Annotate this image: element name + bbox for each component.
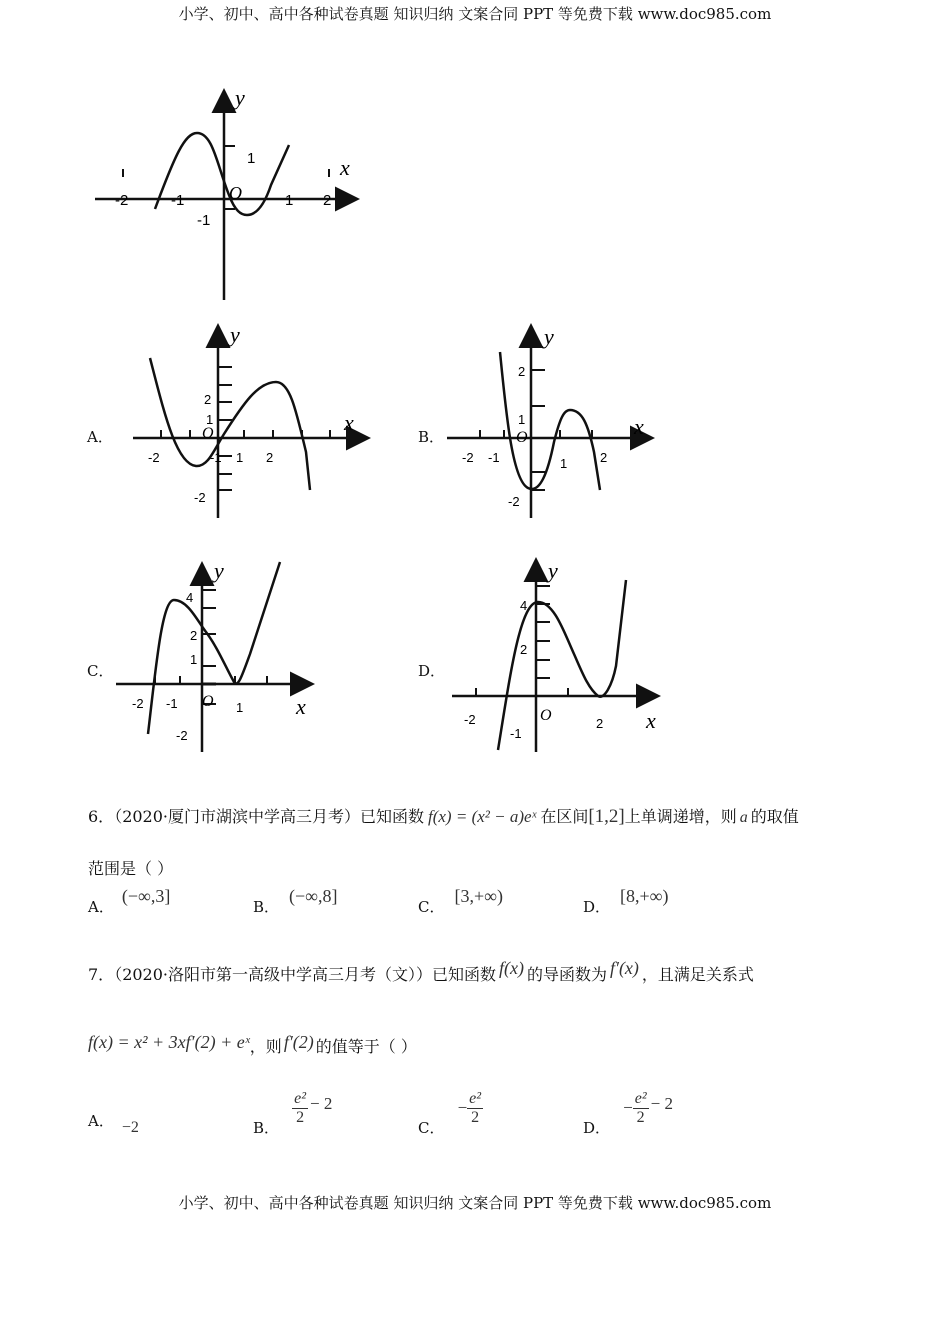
graph-a-label: A． xyxy=(87,428,113,446)
svg-text:-2: -2 xyxy=(132,696,144,711)
svg-text:1: 1 xyxy=(236,450,244,465)
svg-text:2: 2 xyxy=(600,450,608,465)
svg-text:2: 2 xyxy=(323,192,332,209)
q7-option-a[interactable]: A． −2 xyxy=(88,1112,139,1136)
q6-interval: [1,2] xyxy=(588,806,625,827)
svg-text:1: 1 xyxy=(285,192,294,209)
svg-text:O: O xyxy=(540,707,552,724)
q7-option-b[interactable]: B． $\frac{\text{e²}}{2}$ − 2 xyxy=(253,1090,333,1137)
svg-text:-1: -1 xyxy=(166,696,178,711)
page-header: 小学、初中、高中各种试卷真题 知识归纳 文案合同 PPT 等免费下载 www.doc985.com xyxy=(178,5,772,23)
graph-a xyxy=(128,322,378,522)
svg-text:2: 2 xyxy=(596,716,604,731)
svg-text:x: x xyxy=(296,694,306,719)
curve-b xyxy=(500,352,600,490)
svg-text:y: y xyxy=(544,324,554,349)
svg-text:-2: -2 xyxy=(508,494,520,509)
svg-text:1: 1 xyxy=(247,150,256,167)
svg-text:1: 1 xyxy=(190,652,198,667)
svg-text:2: 2 xyxy=(190,628,198,643)
svg-text:y: y xyxy=(548,558,558,583)
main-graph xyxy=(85,85,375,305)
svg-text:-1: -1 xyxy=(197,212,211,229)
svg-text:-2: -2 xyxy=(148,450,160,465)
q6-option-b[interactable]: B．(−∞,8] xyxy=(253,886,338,916)
svg-text:-1: -1 xyxy=(210,450,222,465)
svg-text:-2: -2 xyxy=(464,712,476,727)
svg-text:2: 2 xyxy=(204,392,212,407)
svg-text:-2: -2 xyxy=(194,490,206,505)
curve-a xyxy=(150,358,310,490)
svg-text:-1: -1 xyxy=(488,450,500,465)
question-6: 6．（2020·厦门市湖滨中学高三月考）已知函数 f(x) = (x² − a)eˣ 在区间[1,2]上单调递增，则 a 的取值 xyxy=(88,806,799,827)
q6-option-a[interactable]: A．(−∞,3] xyxy=(88,886,171,916)
svg-text:-1: -1 xyxy=(510,726,522,741)
graph-b-label: B． xyxy=(418,428,445,446)
svg-text:y: y xyxy=(230,322,240,347)
graph-b xyxy=(442,322,672,522)
question-6-line2: 范围是（ ） xyxy=(88,859,174,878)
svg-text:-2: -2 xyxy=(462,450,474,465)
graph-d-label: D． xyxy=(418,662,446,680)
svg-text:x: x xyxy=(646,708,656,733)
y-label: y xyxy=(235,85,245,110)
svg-text:y: y xyxy=(214,558,224,583)
origin-label: O xyxy=(229,183,242,203)
svg-text:2: 2 xyxy=(518,364,526,379)
svg-text:x: x xyxy=(634,414,644,439)
svg-text:1: 1 xyxy=(518,412,526,427)
q6-function: f(x) = (x² − a)eˣ xyxy=(428,807,537,826)
svg-text:2: 2 xyxy=(266,450,274,465)
graph-d xyxy=(446,556,668,756)
svg-text:4: 4 xyxy=(186,590,194,605)
page-footer: 小学、初中、高中各种试卷真题 知识归纳 文案合同 PPT 等免费下载 www.doc985.com xyxy=(178,1194,772,1212)
q6-option-d[interactable]: D．[8,+∞) xyxy=(583,886,669,916)
question-7-line2: f(x) = x² + 3xf′(2) + eˣ，则 f′(2) 的值等于（ ） xyxy=(88,1032,417,1056)
svg-text:-1: -1 xyxy=(171,192,185,209)
svg-text:x: x xyxy=(344,410,354,435)
svg-text:4: 4 xyxy=(520,598,528,613)
svg-text:-2: -2 xyxy=(176,728,188,743)
q7-equation: f(x) = x² + 3xf′(2) + eˣ xyxy=(88,1032,250,1052)
x-label: x xyxy=(340,155,350,180)
question-7: 7．（2020·洛阳市第一高级中学高三月考（文））已知函数 f(x) 的导函数为 f′(x) ，且满足关系式 xyxy=(88,958,754,984)
svg-text:O: O xyxy=(516,429,528,446)
graph-c xyxy=(110,556,330,756)
curve-d xyxy=(498,580,626,750)
svg-text:1: 1 xyxy=(206,412,214,427)
svg-text:2: 2 xyxy=(520,642,528,657)
svg-text:1: 1 xyxy=(560,456,568,471)
svg-text:-2: -2 xyxy=(115,192,129,209)
svg-text:O: O xyxy=(202,693,214,710)
svg-text:O: O xyxy=(202,425,214,442)
graph-c-label: C． xyxy=(87,662,114,680)
q7-option-c[interactable]: C． − $\frac{\text{e²}}{2}$ xyxy=(418,1090,482,1137)
svg-text:1: 1 xyxy=(236,700,244,715)
q7-option-d[interactable]: D． − $\frac{\text{e²}}{2}$ − 2 xyxy=(583,1090,673,1137)
q6-option-c[interactable]: C．[3,+∞) xyxy=(418,886,503,916)
